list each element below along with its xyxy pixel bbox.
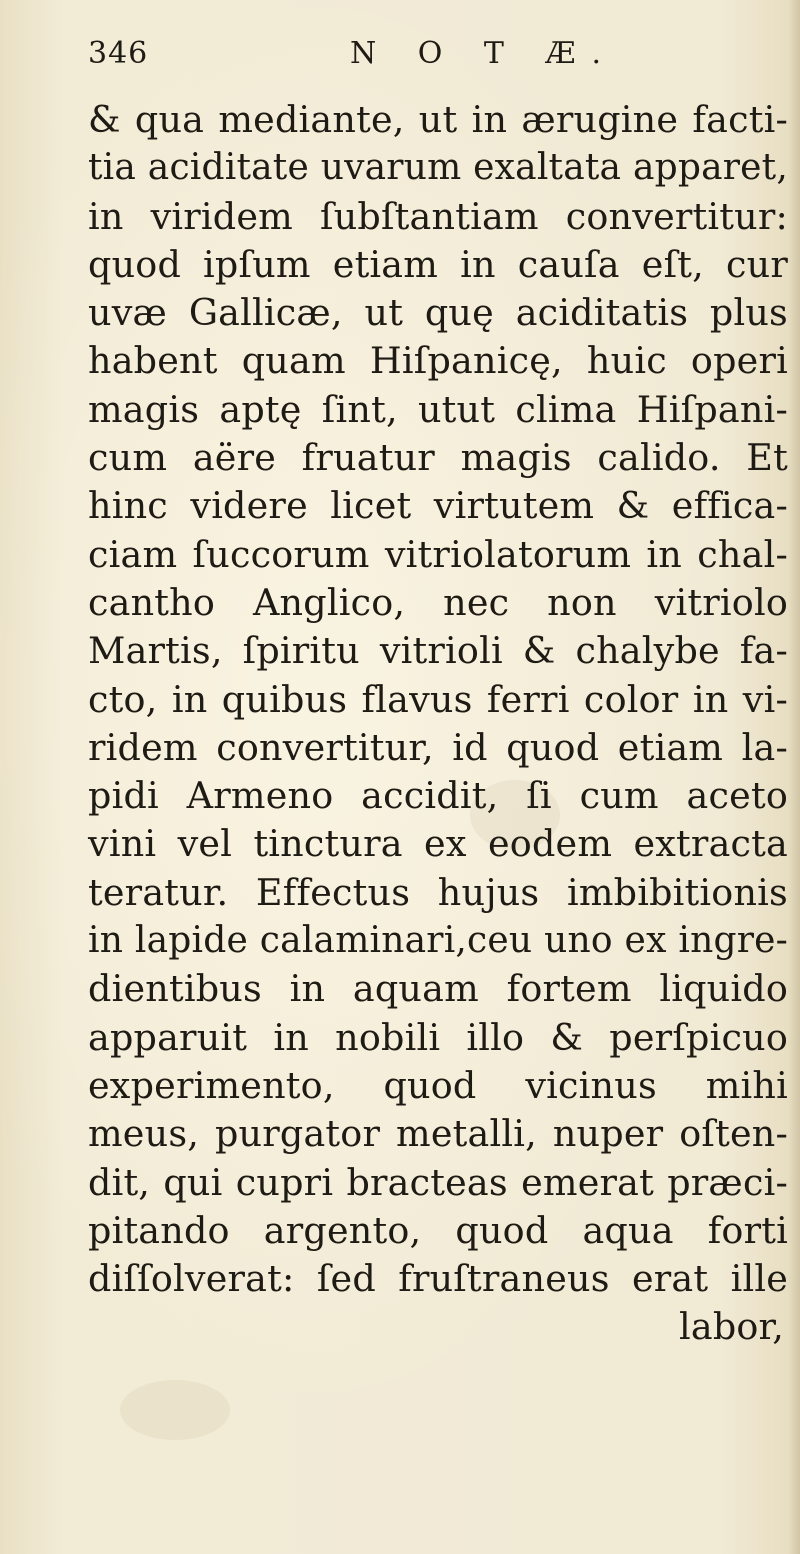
text-line: ridem convertitur, id quod etiam la- (88, 725, 788, 769)
text-line: experimento, quod vicinus mihi (88, 1063, 788, 1107)
text-line: diſſolverat: ſed fruſtraneus erat ille (88, 1257, 788, 1301)
text-line: vini vel tinctura ex eodem extracta (88, 822, 788, 866)
text-line: Martis, ſpiritu vitrioli & chalybe fa- (88, 629, 788, 673)
text-line: in viridem ſubſtantiam convertitur: (88, 194, 788, 238)
page-edge-shadow (788, 0, 800, 1554)
page-number: 346 (88, 36, 149, 71)
text-line: apparuit in nobili illo & perſpicuo (88, 1015, 788, 1059)
text-line: pidi Armeno accidit, ſi cum aceto (88, 774, 788, 818)
text-line: meus, purgator metalli, nuper oſten- (88, 1112, 788, 1156)
text-line: tia aciditate uvarum exaltata apparet, (88, 147, 788, 189)
paper-stain (120, 1380, 230, 1440)
catchword: labor, (678, 1305, 784, 1349)
running-head-title: N O T Æ. (350, 36, 618, 71)
text-line: in lapide calaminari,ceu uno ex ingre- (88, 920, 788, 962)
text-line: cto, in quibus flavus ferri color in vi- (88, 677, 788, 721)
text-line: dit, qui cupri bracteas emerat præci- (88, 1160, 788, 1204)
text-line: pitando argento, quod aqua forti (88, 1208, 788, 1252)
text-line: habent quam Hiſpanicę, huic operi (88, 339, 788, 383)
text-line: & qua mediante, ut in ærugine facti- (88, 98, 788, 141)
text-line: cantho Anglico, nec non vitriolo (88, 580, 788, 624)
text-line: uvæ Gallicæ, ut quę aciditatis plus (88, 291, 788, 335)
body-text (88, 96, 788, 1352)
text-line: ciam ſuccorum vitriolatorum in chal- (88, 532, 788, 576)
text-line: quod ipſum etiam in cauſa eſt, cur (88, 242, 788, 286)
text-line: dientibus in aquam fortem liquido (88, 967, 788, 1011)
running-head (88, 36, 728, 86)
text-line: cum aëre fruatur magis calido. Et (88, 436, 788, 480)
text-line: teratur. Effectus hujus imbibitionis (88, 870, 788, 914)
text-line: hinc videre licet virtutem & efficа- (88, 484, 788, 528)
text-line: magis aptę ſint, utut clima Hiſpani- (88, 387, 788, 431)
